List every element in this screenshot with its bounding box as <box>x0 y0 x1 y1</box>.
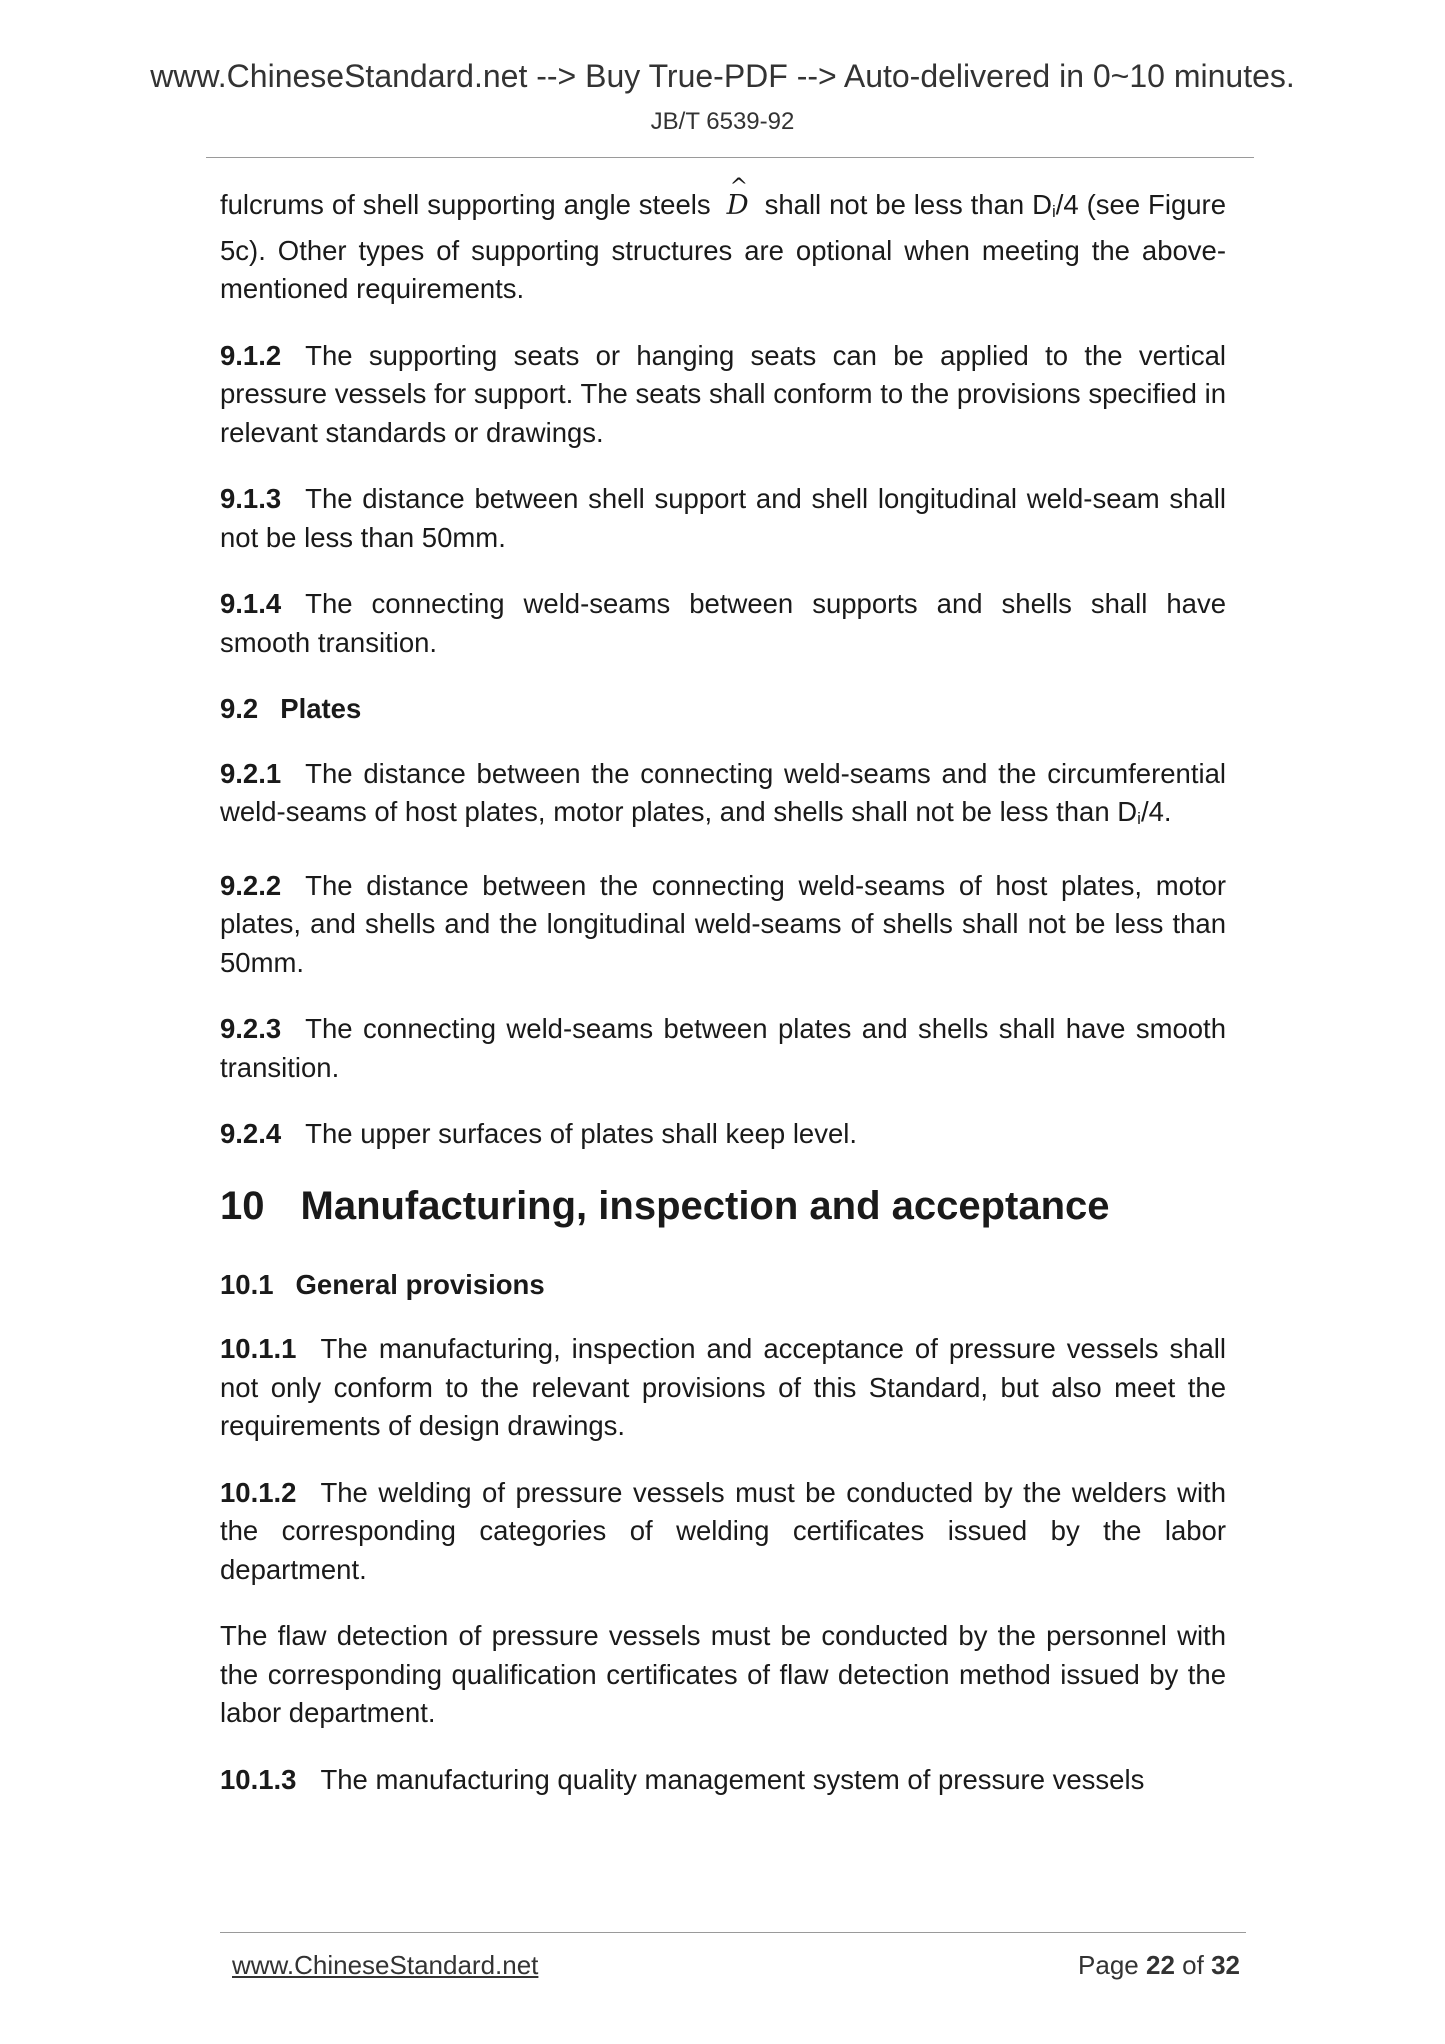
clause-text-end: /4. <box>1140 796 1172 827</box>
footer-link[interactable]: www.ChineseStandard.net <box>232 1950 539 1980</box>
clause-10-1-3 <box>220 1761 1226 1800</box>
clause-number: 10.1.2 <box>220 1476 297 1508</box>
clause-text: The connecting weld-seams between plates and shells shall have smooth transition. <box>220 1013 1226 1083</box>
section-number: 10.1 <box>220 1268 274 1300</box>
clause-text: The manufacturing quality management system of pressure vessels <box>320 1763 1145 1795</box>
clause-9-2-4 <box>220 1115 1226 1154</box>
page-label: Page <box>1078 1950 1139 1980</box>
clause-number: 9.2.4 <box>220 1118 282 1149</box>
clause-text: The manufacturing, inspection and acceptance of pressure vessels shall not only conform to the relevant provisions of this Standard, but also meet the requirements of design drawings. <box>220 1333 1226 1441</box>
clause-9-1-4 <box>220 585 1226 662</box>
page-total: 32 <box>1211 1950 1240 1980</box>
subscript: i <box>1051 202 1056 221</box>
clause-number: 10.1.1 <box>220 1333 297 1364</box>
page-of: of <box>1182 1950 1204 1980</box>
section-number: 9.2 <box>220 693 259 724</box>
clause-text: The connecting weld-seams between supports and shells shall have smooth transition. <box>220 588 1226 658</box>
subscript: i <box>1137 809 1141 828</box>
section-title: General provisions <box>295 1268 545 1300</box>
clause-9-2-2 <box>220 867 1226 983</box>
text-fragment: shall not be less than D <box>764 189 1052 220</box>
chapter-10-heading <box>220 1182 1226 1230</box>
clause-number: 9.1.3 <box>220 483 282 514</box>
clause-text: The distance between the connecting weld-seams and the circumferential weld-seams of host plates, motor plates, and shells shall not be less than D <box>220 757 1226 827</box>
clause-text: The distance between shell support and shell longitudinal weld-seam shall not be less than 50mm. <box>220 483 1226 553</box>
header-divider <box>206 157 1254 158</box>
text-fragment: /4 (see Figure 5c). Other types of supporting structures are optional when meeting the above-mentioned requirements. <box>220 189 1227 304</box>
site-banner[interactable]: www.ChineseStandard.net --> Buy True-PDF --> Auto-delivered in 0~10 minutes. <box>150 58 1295 94</box>
clause-text: The distance between the connecting weld-seams of host plates, motor plates, and shells and the longitudinal weld-seams of shells shall not be less than 50mm. <box>220 869 1226 978</box>
clause-number: 9.1.2 <box>220 339 282 371</box>
flaw-detection-paragraph: The flaw detection of pressure vessels must be conducted by the personnel with the corresponding qualification certificates of flaw detection method issued by the labor department. <box>220 1620 1226 1728</box>
clause-text: The upper surfaces of plates shall keep level. <box>305 1118 858 1149</box>
clause-9-1-3 <box>220 480 1226 557</box>
section-title: Plates <box>280 693 362 724</box>
clause-text: The welding of pressure vessels must be conducted by the welders with the corresponding categories of welding certificates issued by the labor department. <box>220 1476 1226 1585</box>
clause-number: 10.1.3 <box>220 1763 297 1795</box>
page-indicator <box>1078 1950 1240 1981</box>
page-body <box>220 186 1226 1827</box>
section-10-1-heading <box>220 1266 1226 1305</box>
continued-paragraph <box>220 186 1226 309</box>
clause-9-2-3 <box>220 1010 1226 1087</box>
text-fragment: fulcrums of shell supporting angle steels <box>220 189 711 220</box>
clause-10-1-2 <box>220 1474 1226 1590</box>
clause-text: The supporting seats or hanging seats can be applied to the vertical pressure vessels for support. The seats shall conform to the provisions specified in relevant standards or drawings. <box>220 339 1226 448</box>
d-hat-symbol: ^ D <box>727 186 749 225</box>
clause-number: 9.1.4 <box>220 588 282 619</box>
clause-9-1-2 <box>220 337 1226 453</box>
clause-number: 9.2.1 <box>220 757 282 789</box>
clause-number: 9.2.2 <box>220 869 282 901</box>
section-9-2-heading <box>220 690 1226 729</box>
chapter-number: 10 <box>220 1183 265 1228</box>
footer-divider <box>220 1932 1246 1933</box>
clause-10-1-1 <box>220 1330 1226 1446</box>
standard-code: JB/T 6539-92 <box>650 108 795 135</box>
page-current: 22 <box>1146 1950 1175 1980</box>
clause-9-2-1 <box>220 755 1226 839</box>
chapter-title: Manufacturing, inspection and acceptance <box>300 1183 1110 1228</box>
clause-number: 9.2.3 <box>220 1013 282 1044</box>
